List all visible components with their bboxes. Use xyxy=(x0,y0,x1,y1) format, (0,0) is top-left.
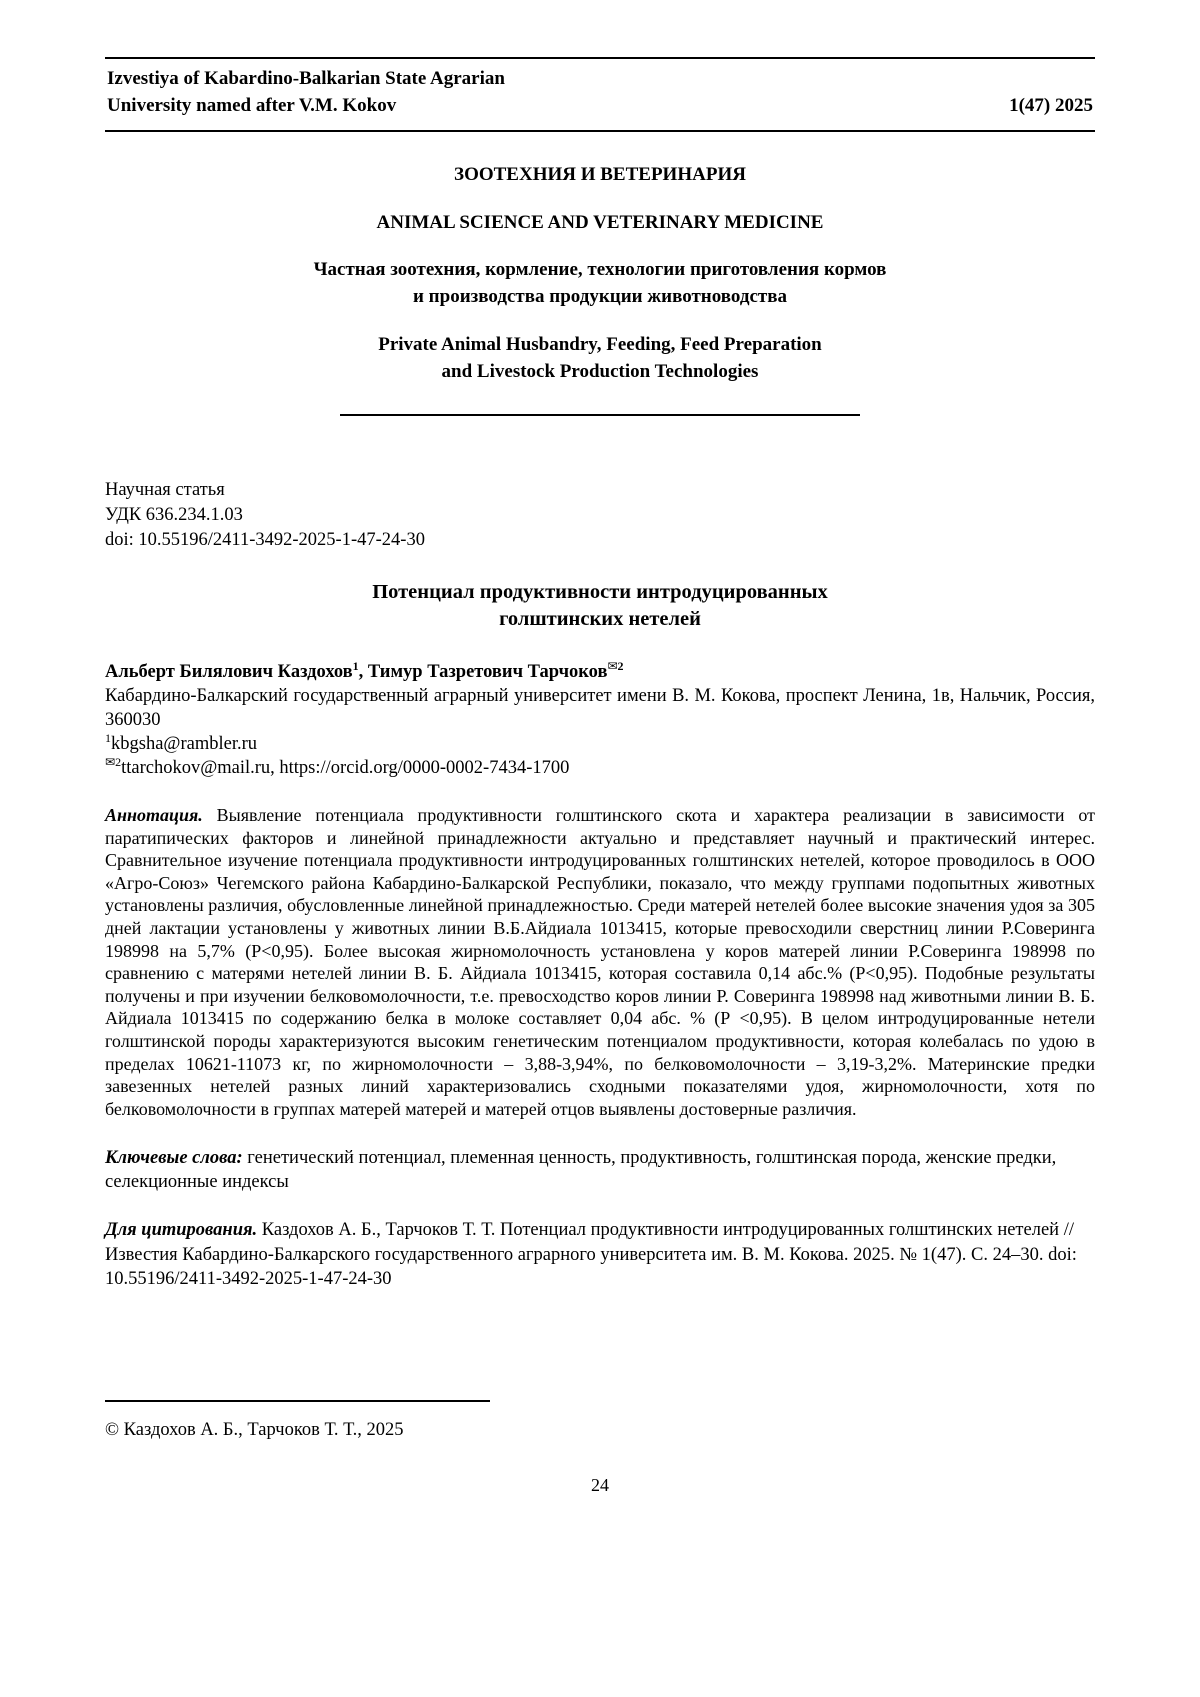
copyright-line: © Каздохов А. Б., Тарчоков Т. Т., 2025 xyxy=(105,1420,404,1440)
subrubric-ru xyxy=(105,257,1095,310)
citation-label: Для цитирования. xyxy=(105,1220,258,1241)
authors-separator: , xyxy=(358,661,368,682)
citation-text: Каздохов А. Б., Тарчоков Т. Т. Потенциал продуктивности интродуцированных голштинских нетелей // Известия Кабардино-Балкарского государственного аграрного университета им. В. М. Кокова. 2025. № 1(47). С. 24–30. doi: 10.55196/2411-3492-2025-1-47-24-30 xyxy=(105,1220,1077,1289)
article-title xyxy=(105,579,1095,634)
section-divider xyxy=(340,414,860,416)
subrubric-en-line2: and Livestock Production Technologies xyxy=(441,361,759,382)
article-title-line2: голштинских нетелей xyxy=(499,608,701,631)
author-2-email-line xyxy=(105,756,1095,780)
keywords xyxy=(105,1146,1095,1194)
rubric-block xyxy=(105,162,1095,416)
author-1-email: kbgsha@rambler.ru xyxy=(111,733,258,754)
rubric-en-title: ANIMAL SCIENCE AND VETERINARY MEDICINE xyxy=(376,211,824,233)
article-meta xyxy=(105,478,1095,553)
abstract xyxy=(105,804,1095,1120)
author-1-affiliation-mark: 1 xyxy=(352,658,359,673)
corresponding-author-envelope-icon: ✉2 xyxy=(607,658,624,673)
author-1-email-line xyxy=(105,732,1095,756)
subrubric-ru-line1: Частная зоотехния, кормление, технологии приготовления кормов xyxy=(313,259,887,281)
page-footer xyxy=(105,1400,1095,1496)
subrubric-en-line1: Private Animal Husbandry, Feeding, Feed Preparation xyxy=(378,334,822,356)
journal-title-line2: University named after V.M. Kokov xyxy=(107,94,397,116)
article-type: Научная статья xyxy=(105,479,225,500)
journal-title-line1: Izvestiya of Kabardino-Balkarian State Agrarian xyxy=(107,68,505,89)
article-doi: doi: 10.55196/2411-3492-2025-1-47-24-30 xyxy=(105,529,425,550)
subrubric-ru-line2: и производства продукции животноводства xyxy=(412,285,788,307)
issue-label: 1(47) 2025 xyxy=(1009,94,1093,116)
abstract-label: Аннотация. xyxy=(105,805,203,826)
citation xyxy=(105,1218,1095,1290)
keywords-text: генетический потенциал, племенная ценность, продуктивность, голштинская порода, женские предки, селекционные индексы xyxy=(105,1148,1057,1193)
article-udc: УДК 636.234.1.03 xyxy=(105,504,243,525)
affiliation: Кабардино-Балкарский государственный аграрный университет имени В. М. Кокова, проспект Ленина, 1в, Нальчик, Россия, 360030 xyxy=(105,685,1095,730)
author-2-email-envelope-icon: ✉2 xyxy=(105,754,122,769)
author-2-email-orcid: ttarchokov@mail.ru, https://orcid.org/0000-0002-7434-1700 xyxy=(121,758,570,779)
rubric-ru-title: ЗООТЕХНИЯ И ВЕТЕРИНАРИЯ xyxy=(454,163,746,185)
keywords-label: Ключевые слова: xyxy=(105,1148,243,1169)
running-header xyxy=(105,57,1095,132)
authors-line xyxy=(105,660,1095,684)
author-1-name: Альберт Билялович Каздохов xyxy=(105,661,353,682)
footnote-divider xyxy=(105,1400,490,1402)
article-title-line1: Потенциал продуктивности интродуцированных xyxy=(372,580,828,603)
author-2-name: Тимур Тазретович Тарчоков xyxy=(367,661,608,682)
page-number: 24 xyxy=(591,1475,609,1495)
subrubric-en xyxy=(105,332,1095,385)
abstract-text: Выявление потенциала продуктивности голштинского скота и характера реализации в зависимости от паратипических факторов и линейной принадлежности актуально и представляет научный и практический интерес. Сравнительное изучение потенциала продуктивности интродуцированных голштинских нетелей, которое проводилось в ООО «Агро-Союз» Чегемского района Кабардино-Балкарской Республики, показало, что между группами подопытных животных установлены различия, обусловленные линейной принадлежностью. Среди матерей нетелей более высокие значения удоя за 305 дней лактации установлены у животных линии В.Б.Айдиала 1013415, которые превосходили сверстниц линии Р.Соверинга 198998 на 5,7% (Р<0,95). Более высокая жирномолочность установлена у коров матерей линии Р.Соверинга 198998 по сравнению с матерями нетелей линии В. Б. Айдиала 1013415, которая составила 0,14 абс.% (Р<0,95). Подобные результаты получены и при изучении белковомолочности, т.е. превосходство коров линии Р. Соверинга 198998 над животными линии В. Б. Айдиала 1013415 по содержанию белка в молоке составляет 0,04 абс. % (Р <0,95). В целом интродуцированные нетели голштинской породы характеризуются высоким генетическим потенциалом продуктивности, которая колебалась по удою в пределах 10621-11073 кг, по жирномолочности – 3,88-3,94%, по белковомолочности – 3,19-3,2%. Материнские предки завезенных нетелей разных линий характеризовались сходными показателями удоя, жирномолочности, хотя по белковомолочности в группах матерей матерей и матерей отцов выявлены достоверные различия. xyxy=(105,805,1095,1119)
author-1-email-mark: 1 xyxy=(105,730,112,745)
